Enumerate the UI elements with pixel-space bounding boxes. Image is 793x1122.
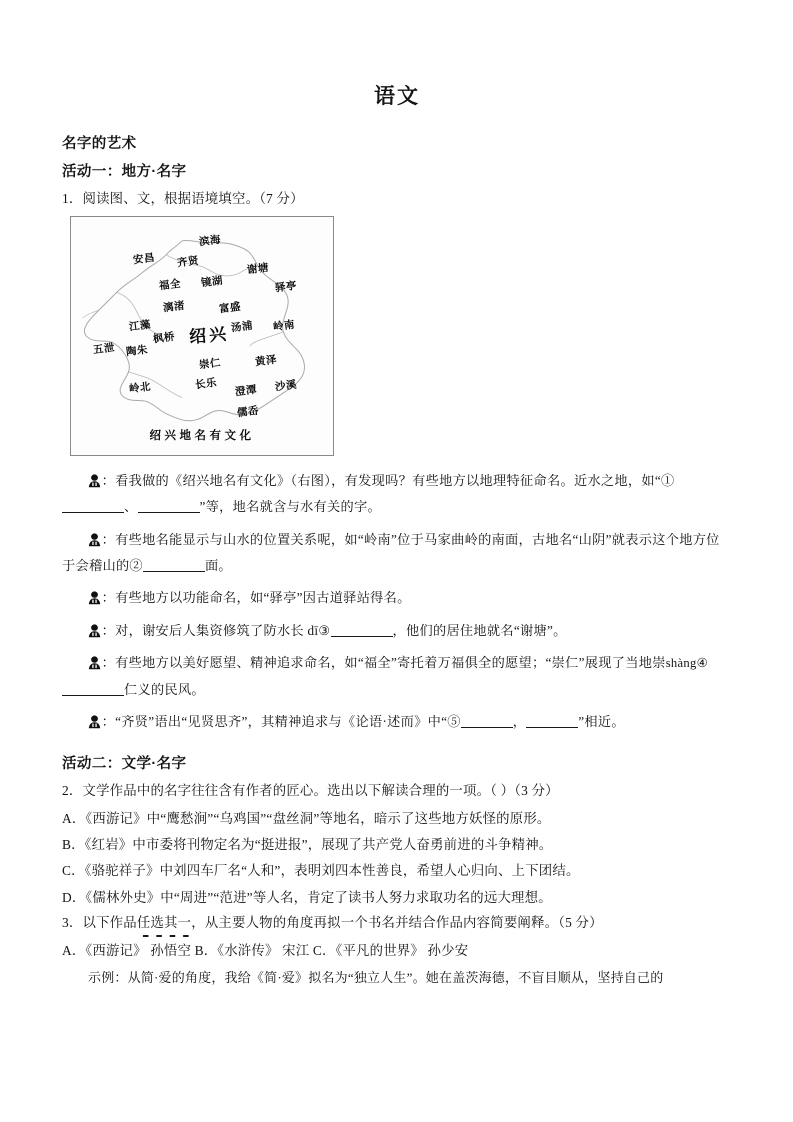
question-3-stem-post: ，从主要人物的角度再拟一个书名并结合作品内容简要阐释。（5 分） bbox=[191, 914, 603, 930]
map-place-label: 驿亭 bbox=[274, 280, 298, 295]
dialogue-text-mid: 、 bbox=[124, 499, 138, 515]
answer-blank-5b[interactable] bbox=[526, 714, 578, 728]
dialogue-text-after: 面。 bbox=[204, 557, 232, 573]
dialogue-text: ：“齐贤”语出“见贤思齐”，其精神追求与《论语·述而》中“⑤ bbox=[101, 714, 461, 730]
page-title: 语文 bbox=[374, 84, 420, 108]
dialogue-line-6 bbox=[62, 709, 732, 735]
map-place-label: 黄泽 bbox=[254, 354, 278, 369]
figure-map-wrapper bbox=[70, 216, 732, 456]
dialogue-line-3 bbox=[62, 585, 732, 611]
map-place-label-primary: 绍兴 bbox=[188, 324, 230, 347]
question-3-options[interactable]: A．《西游记》 孙悟空 B．《水浒传》 宋江 C．《平凡的世界》 孙少安 bbox=[62, 942, 469, 958]
question-3-example: 示例：从简·爱的角度，我给《简·爱》拟名为“独立人生”。她在盖茨海德，不盲目顺从，坚持自己的 bbox=[88, 969, 664, 985]
dialogue-text: ：有些地方以美好愿望、精神追求命名，如“福全”寄托着万福俱全的愿望；“崇仁”展现了当地崇 bbox=[101, 655, 666, 671]
dialogue-line-2 bbox=[62, 527, 732, 580]
map-place-label: 安昌 bbox=[132, 252, 156, 267]
question-3-stem bbox=[62, 913, 732, 934]
question-2-stem: 2．文学作品中的名字往往含有作者的匠心。选出以下解读合理的一项。（ ）（3 分） bbox=[62, 783, 559, 799]
map-place-label: 福全 bbox=[158, 278, 182, 293]
dialogue-block bbox=[62, 468, 732, 736]
map-place-label: 沙溪 bbox=[274, 379, 298, 394]
question-2-option-b[interactable]: B．《红岩》中市委将刊物定名为“挺进报”，展现了共产党人奋勇前进的斗争精神。 bbox=[62, 837, 553, 853]
dialogue-text: ：有些地方以功能命名，如“驿亭”因古道驿站得名。 bbox=[101, 590, 411, 606]
activity-one-heading: 活动一：地方·名字 bbox=[62, 164, 187, 180]
dialogue-text-mid: ， bbox=[512, 714, 527, 730]
map-place-label: 滨海 bbox=[198, 234, 222, 249]
map-place-label: 岭南 bbox=[272, 319, 296, 334]
map-caption: 绍兴地名有文化 bbox=[149, 429, 255, 442]
pinyin-annotation: shàng④ bbox=[665, 656, 709, 671]
map-place-label: 枫桥 bbox=[152, 331, 176, 346]
question-3-emphasis: 任选其一 bbox=[137, 913, 191, 934]
map-place-label: 儒岙 bbox=[236, 405, 260, 420]
map-figure bbox=[70, 216, 334, 456]
map-place-label: 岭北 bbox=[128, 381, 152, 396]
answer-blank-4[interactable] bbox=[62, 682, 124, 696]
person-avatar-icon bbox=[88, 712, 101, 726]
person-avatar-icon bbox=[88, 653, 101, 667]
dialogue-text-after: ，他们的居住地就名“谢塘”。 bbox=[392, 622, 567, 638]
person-avatar-icon bbox=[88, 621, 101, 635]
map-place-label: 五泄 bbox=[92, 342, 116, 357]
person-avatar-icon bbox=[88, 471, 101, 485]
question-1-stem: 1．阅读图、文，根据语境填空。（7 分） bbox=[62, 191, 304, 206]
dialogue-line-1 bbox=[62, 468, 732, 521]
answer-blank-5a[interactable] bbox=[461, 714, 513, 728]
map-place-label: 崇仁 bbox=[198, 357, 222, 372]
question-2-option-a[interactable]: A．《西游记》中“鹰愁涧”“乌鸡国”“盘丝洞”等地名，暗示了这些地方妖怪的原形。 bbox=[62, 811, 551, 827]
map-place-label: 长乐 bbox=[194, 377, 218, 392]
dialogue-text-after: ”相近。 bbox=[578, 714, 625, 730]
dialogue-line-4 bbox=[62, 618, 732, 644]
map-place-label: 漓渚 bbox=[162, 300, 186, 315]
question-2-option-d[interactable]: D．《儒林外史》中“周进”“范进”等人名，肯定了读书人努力求取功名的远大理想。 bbox=[62, 889, 552, 905]
map-place-label: 澄潭 bbox=[234, 384, 258, 399]
answer-blank-2[interactable] bbox=[143, 558, 205, 572]
dialogue-text: ：对，谢安后人集资修筑了防水长 dī③ bbox=[101, 622, 331, 638]
section-heading: 名字的艺术 bbox=[62, 136, 137, 152]
activity-two-heading: 活动二：文学·名字 bbox=[62, 756, 187, 773]
spacer bbox=[62, 741, 732, 752]
dialogue-text: ：有些地名能显示与山水的位置关系呢，如“岭南”位于马家曲岭的南面，古地名“山阴”就表示这个地方位于会稽山的② bbox=[62, 531, 720, 573]
map-place-label: 汤浦 bbox=[230, 320, 254, 335]
person-avatar-icon bbox=[88, 588, 101, 602]
answer-blank-1a[interactable] bbox=[62, 500, 124, 514]
map-place-label: 齐贤 bbox=[176, 255, 200, 270]
question-3-stem-pre: 3．以下作品 bbox=[62, 914, 137, 930]
map-place-label: 谢塘 bbox=[246, 262, 270, 277]
answer-blank-1b[interactable] bbox=[138, 500, 200, 514]
map-place-label: 陶朱 bbox=[125, 344, 149, 359]
question-2-options bbox=[62, 806, 732, 911]
map-place-label: 江藻 bbox=[128, 319, 152, 334]
page-content bbox=[62, 80, 732, 989]
dialogue-text-after: ”等，地名就含与水有关的字。 bbox=[199, 499, 381, 515]
question-2-option-c[interactable]: C．《骆驼祥子》中刘四车厂名“人和”，表明刘四本性善良，希望人心归向、上下团结。 bbox=[62, 863, 580, 879]
dialogue-text: ：看我做的《绍兴地名有文化》（右图），有发现吗？有些地方以地理特征命名。近水之地，如“① bbox=[101, 472, 675, 488]
person-avatar-icon bbox=[88, 530, 101, 544]
dialogue-text-after: 仁义的民风。 bbox=[124, 681, 205, 697]
dialogue-line-5 bbox=[62, 650, 732, 703]
answer-blank-3[interactable] bbox=[331, 623, 393, 637]
map-place-label: 镜湖 bbox=[200, 275, 224, 290]
map-inner bbox=[71, 217, 333, 455]
map-place-label: 富盛 bbox=[218, 301, 242, 316]
